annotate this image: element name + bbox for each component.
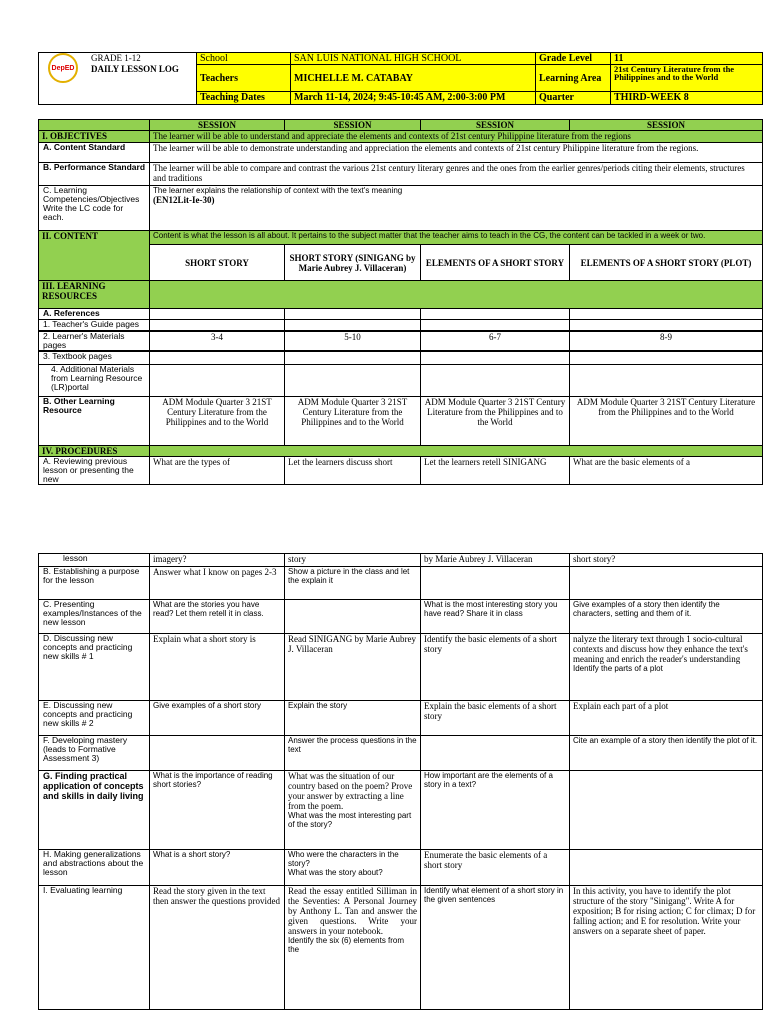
procedure-a-cont-1: imagery?	[150, 554, 285, 567]
competencies-code: (EN12Lit-Ie-30)	[153, 195, 215, 205]
procedure-e-1: Give examples of a short story	[150, 701, 285, 736]
session-header-1: SESSION	[150, 120, 285, 131]
procedure-c-1: What are the stories you have read? Let them retell it in class.	[150, 600, 285, 634]
procedure-d-2: Read SINIGANG by Marie Aubrey J. Villaceran	[285, 634, 421, 701]
header-table	[38, 52, 763, 105]
quarter-label: Quarter	[536, 92, 611, 105]
topic-1: SHORT STORY	[150, 245, 285, 281]
procedure-d-4: nalyze the literary text through 1 socio-cultural contexts and discuss how they enhance the text's meaning and enrich the reader's understanding	[573, 634, 748, 664]
procedure-a-3: Let the learners retell SINIGANG	[421, 457, 570, 485]
other-resource-4: ADM Module Quarter 3 21ST Century Literature from the Philippines and to the World	[570, 397, 763, 446]
procedure-a-cont-4: short story?	[570, 554, 763, 567]
procedure-e-3: Explain the basic elements of a short story	[421, 701, 570, 736]
procedure-b-2: Show a picture in the class and let the explain it	[285, 567, 421, 600]
objectives-heading: I. OBJECTIVES	[39, 131, 150, 143]
procedure-d-1: Explain what a short story is	[150, 634, 285, 701]
grade-range: GRADE 1-12	[91, 53, 141, 63]
procedure-a-4: What are the basic elements of a	[570, 457, 763, 485]
additional-materials-label: 4. Additional Materials from Learning Resource (LR)portal	[39, 365, 150, 397]
procedure-b-label: B. Establishing a purpose for the lesson	[39, 567, 150, 600]
grade-level-value: 11	[611, 53, 763, 65]
session-header-3: SESSION	[421, 120, 570, 131]
lesson-table-page1	[38, 119, 763, 485]
competencies-text: The learner explains the relationship of context with the text's meaning	[153, 186, 403, 195]
textbook-label: 3. Textbook pages	[39, 351, 150, 365]
topic-2: SHORT STORY (SINIGANG by Marie Aubrey J. Villaceran)	[285, 245, 421, 281]
references-label: A. References	[39, 309, 150, 320]
session-header-2: SESSION	[285, 120, 421, 131]
learners-materials-label: 2. Learner's Materials pages	[39, 331, 150, 351]
procedure-i-1: Read the story given in the text then answer the questions provided	[150, 886, 285, 1010]
content-text: Content is what the lesson is all about. It pertains to the subject matter that the teacher aims to teach in the CG, the content can be tackled in a week or two.	[150, 231, 763, 245]
procedure-g-1: What is the importance of reading short stories?	[150, 771, 285, 850]
school-label: School	[197, 53, 291, 65]
procedure-i-label: I. Evaluating learning	[39, 886, 150, 1010]
procedure-d-4-extra: Identify the parts of a plot	[573, 664, 663, 673]
objectives-text: The learner will be able to understand and appreciate the elements and contexts of 21st century Philippine literature from the regions	[150, 131, 763, 143]
procedure-i-4: In this activity, you have to identify the plot structure of the story "Sinigang". Write A for exposition; B for rising action; C for climax; D for falling action; and E for resolution. Write your answers on a separate sheet of paper.	[570, 886, 763, 1010]
other-resource-1: ADM Module Quarter 3 21ST Century Literature from the Philippines and to the World	[150, 397, 285, 446]
teachers-label: Teachers	[197, 65, 291, 92]
lm-pages-1: 3-4	[150, 331, 285, 351]
procedure-f-4: Cite an example of a story then identify the plot of it.	[570, 736, 763, 771]
teachers-value: MICHELLE M. CATABAY	[291, 65, 536, 92]
procedure-h-2-extra: What was the story about?	[288, 868, 383, 877]
performance-standard-text: The learner will be able to compare and contrast the various 21st century literary genres and the ones from the earlier genres/periods citing their elements, structures and traditions	[150, 163, 763, 186]
procedure-i-3: Identify what element of a short story in the given sentences	[421, 886, 570, 1010]
procedure-f-label: F. Developing mastery (leads to Formative Assessment 3)	[39, 736, 150, 771]
grade-level-label: Grade Level	[536, 53, 611, 65]
procedure-g-2-extra: What was the most interesting part of the story?	[288, 811, 412, 829]
procedure-a-label: A. Reviewing previous lesson or presenting the new	[39, 457, 150, 485]
learning-area-label: Learning Area	[536, 65, 611, 92]
procedure-a-cont-2: story	[285, 554, 421, 567]
procedures-heading: IV. PROCEDURES	[39, 446, 150, 457]
lm-pages-4: 8-9	[570, 331, 763, 351]
performance-standard-label: B. Performance Standard	[39, 163, 150, 186]
lm-pages-2: 5-10	[285, 331, 421, 351]
procedure-b-3	[421, 567, 570, 600]
other-resource-label: B. Other Learning Resource	[39, 397, 150, 446]
resources-heading: III. LEARNING RESOURCES	[39, 281, 150, 309]
procedure-d-3: Identify the basic elements of a short story	[421, 634, 570, 701]
procedure-g-label: G. Finding practical application of concepts and skills in daily living	[39, 771, 150, 850]
procedure-b-1: Answer what I know on pages 2-3	[150, 567, 285, 600]
procedure-a-1: What are the types of	[150, 457, 285, 485]
other-resource-3: ADM Module Quarter 3 21ST Century Literature from the Philippines and to the World	[421, 397, 570, 446]
content-heading: II. CONTENT	[39, 231, 150, 281]
content-standard-text: The learner will be able to demonstrate understanding and appreciation the elements and contexts of 21st century Philippine literature from the regions.	[150, 143, 763, 163]
procedure-h-4	[570, 850, 763, 886]
procedure-h-1: What is a short story?	[150, 850, 285, 886]
procedure-a-cont-3: by Marie Aubrey J. Villaceran	[421, 554, 570, 567]
procedure-i-2: Read the essay entitled Silliman in the Seventies: A Personal Journey by Anthony L. Tan and answer the given questions. Write your answers in your notebook.	[288, 886, 417, 936]
competencies-label: C. Learning Competencies/Objectives Write the LC code for each.	[39, 186, 150, 231]
procedure-h-3: Enumerate the basic elements of a short story	[421, 850, 570, 886]
procedure-g-2: What was the situation of our country based on the poem? Prove your answer by extracting a line from the poem.	[288, 771, 413, 811]
log-title: DAILY LESSON LOG	[91, 64, 179, 74]
session-header-4: SESSION	[570, 120, 763, 131]
procedure-b-4	[570, 567, 763, 600]
school-value: SAN LUIS NATIONAL HIGH SCHOOL	[291, 53, 536, 65]
deped-logo: DepED	[48, 53, 78, 83]
procedure-c-4: Give examples of a story then identify the characters, setting and them of it.	[570, 600, 763, 634]
procedure-a-2: Let the learners discuss short	[285, 457, 421, 485]
procedure-e-2: Explain the story	[285, 701, 421, 736]
dates-label: Teaching Dates	[197, 92, 291, 105]
procedure-f-2: Answer the process questions in the text	[285, 736, 421, 771]
other-resource-2: ADM Module Quarter 3 21ST Century Literature from the Philippines and to the World	[285, 397, 421, 446]
procedure-h-2: Who were the characters in the story?	[288, 850, 399, 868]
procedure-c-3: What is the most interesting story you have read? Share it in class	[421, 600, 570, 634]
procedure-i-2-extra: Identify the six (6) elements from the	[288, 936, 405, 954]
procedure-a-cont-label: lesson	[39, 554, 150, 567]
procedure-e-4: Explain each part of a plot	[570, 701, 763, 736]
topic-4: ELEMENTS OF A SHORT STORY (PLOT)	[570, 245, 763, 281]
procedure-f-3	[421, 736, 570, 771]
quarter-value: THIRD-WEEK 8	[611, 92, 763, 105]
lm-pages-3: 6-7	[421, 331, 570, 351]
topic-3: ELEMENTS OF A SHORT STORY	[421, 245, 570, 281]
lesson-table-page2	[38, 553, 763, 1010]
procedure-g-3: How important are the elements of a story in a text?	[421, 771, 570, 850]
procedure-c-label: C. Presenting examples/Instances of the new lesson	[39, 600, 150, 634]
learning-area-value: 21st Century Literature from the Philippines and to the World	[611, 65, 763, 92]
procedure-c-2	[285, 600, 421, 634]
procedure-e-label: E. Discussing new concepts and practicing new skills # 2	[39, 701, 150, 736]
content-standard-label: A. Content Standard	[39, 143, 150, 163]
dates-value: March 11-14, 2024; 9:45-10:45 AM, 2:00-3:00 PM	[291, 92, 536, 105]
procedure-g-4	[570, 771, 763, 850]
procedure-f-1	[150, 736, 285, 771]
procedure-d-label: D. Discussing new concepts and practicing new skills # 1	[39, 634, 150, 701]
teachers-guide-label: 1. Teacher's Guide pages	[39, 320, 150, 331]
procedure-h-label: H. Making generalizations and abstractions about the lesson	[39, 850, 150, 886]
